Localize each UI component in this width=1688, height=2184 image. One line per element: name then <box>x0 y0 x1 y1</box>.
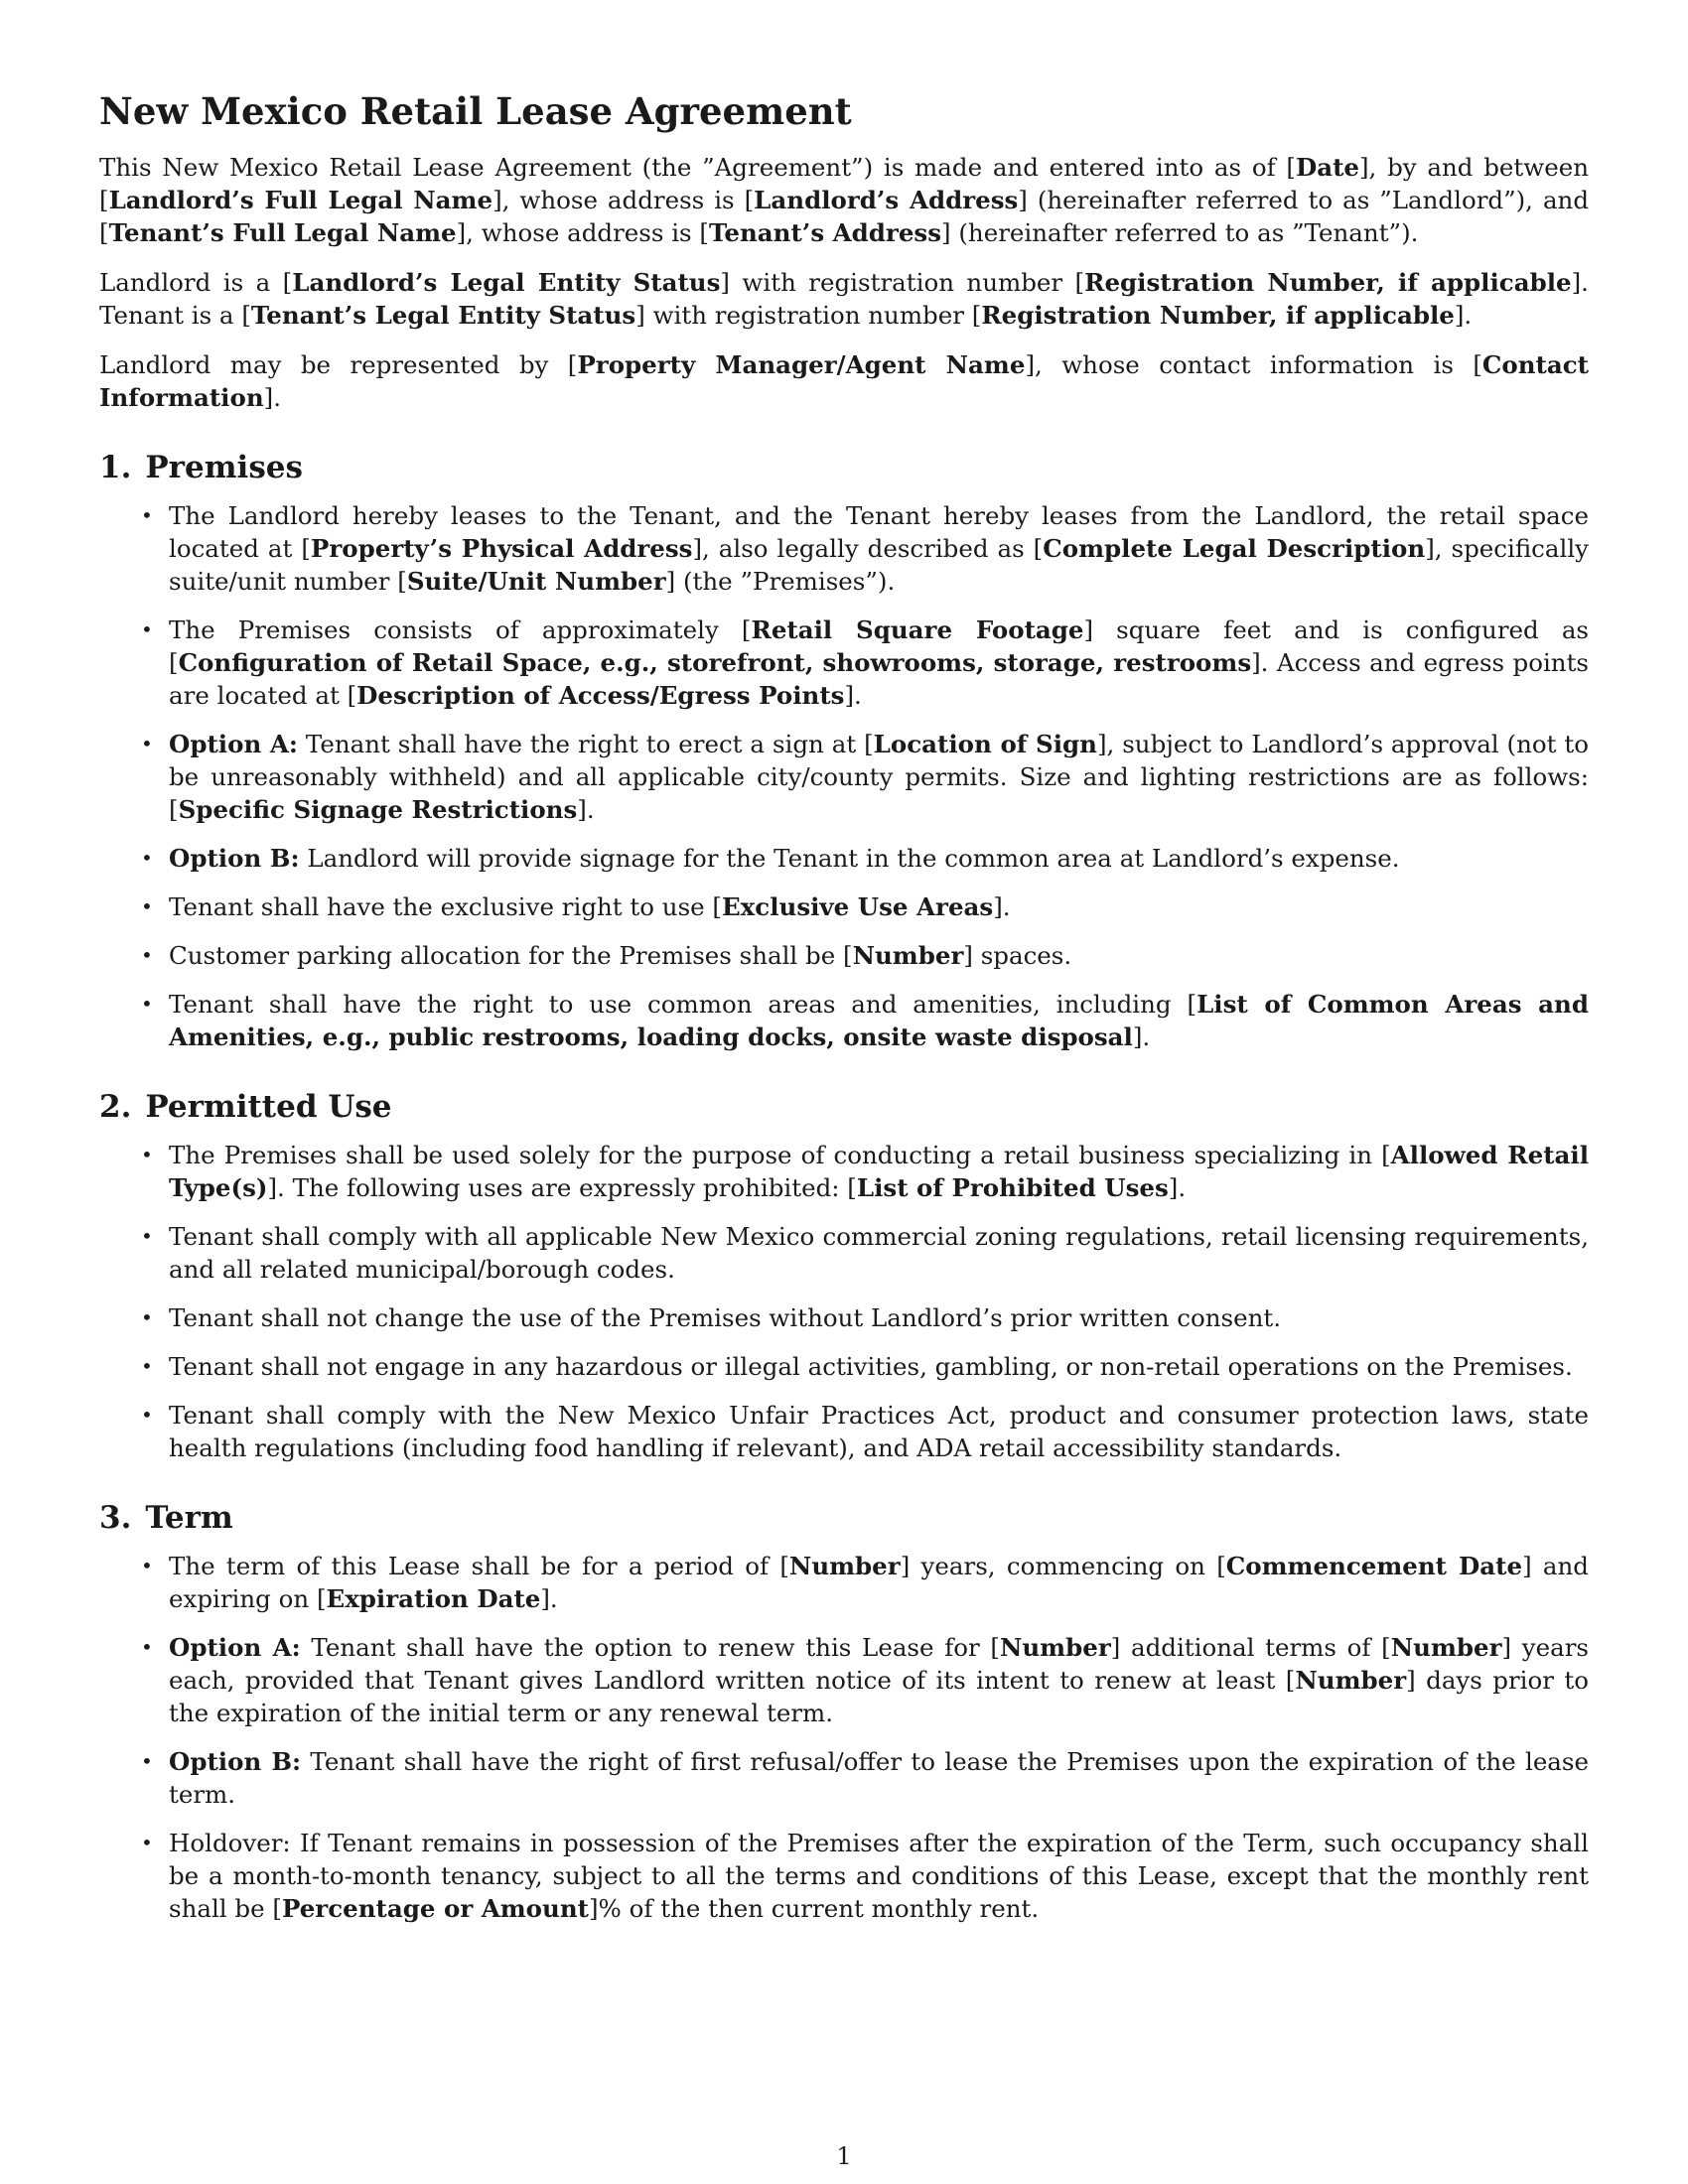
text-run: ]. Access and egress points are located at [ <box>169 648 1589 710</box>
placeholder-field: Tenant’s Legal Entity Status <box>250 301 636 330</box>
placeholder-field: Specific Signage Restrictions <box>178 795 578 824</box>
text-run: ] spaces. <box>963 941 1072 970</box>
text-run: Landlord is a [ <box>99 268 293 297</box>
text-run: [ <box>99 186 109 214</box>
bullet-icon: • <box>141 1749 153 1773</box>
bullet-icon: • <box>141 1403 153 1427</box>
text-run: ], subject to Landlord’s approval (not to be unreasonably withheld) and all applicable city/county permits. Size and lighting restrictions are as follows: [ <box>169 730 1590 824</box>
placeholder-field: Property’s Physical Address <box>310 534 693 563</box>
section-title: Premises <box>145 450 303 485</box>
text-run: ], whose contact information is [ <box>1025 350 1482 379</box>
placeholder-field: Option B: <box>169 844 300 873</box>
intro-paragraph-3 <box>99 348 1589 414</box>
bullet-icon: • <box>141 1554 153 1577</box>
text-run: ]% of the then current monthly rent. <box>588 1894 1040 1923</box>
text-run: ], by and between <box>1359 153 1589 182</box>
placeholder-field: Property Manager/Agent Name <box>577 350 1026 379</box>
text-run: Tenant shall comply with all applicable New Mexico commercial zoning regulations, retail licensing requirements, and all related municipal/borough codes. <box>169 1222 1589 1284</box>
text-run: The Premises consists of approximately [ <box>169 615 752 644</box>
text-run: ]. Tenant is a [ <box>99 268 1589 330</box>
text-run: ]. <box>1454 301 1473 330</box>
text-run: Tenant shall have the exclusive right to use [ <box>169 892 722 921</box>
placeholder-field: Landlord’s Address <box>754 186 1019 214</box>
list-item <box>99 1827 1589 1925</box>
bullet-icon: • <box>141 503 153 527</box>
bullet-icon: • <box>141 846 153 870</box>
placeholder-field: Retail Square Footage <box>751 615 1084 644</box>
text-run: ] years, commencing on [ <box>900 1552 1226 1580</box>
text-run: Tenant shall not engage in any hazardous or illegal activities, gambling, or non-retail operations on the Premises. <box>169 1352 1573 1381</box>
bullet-icon: • <box>141 894 153 918</box>
text-run: Landlord will provide signage for the Tenant in the common area at Landlord’s expense. <box>299 844 1400 873</box>
text-run: ]. <box>993 892 1011 921</box>
section-list <box>99 1550 1589 1925</box>
text-run: ] and expiring on [ <box>169 1552 1589 1613</box>
list-item <box>99 1220 1589 1286</box>
list-item <box>99 1399 1589 1464</box>
bullet-icon: • <box>141 1635 153 1659</box>
text-run: Tenant shall comply with the New Mexico Unfair Practices Act, product and consumer protection laws, state health regulations (including food handling if relevant), and ADA retail accessibility standards. <box>169 1401 1589 1462</box>
bullet-icon: • <box>141 1224 153 1248</box>
placeholder-field: Number <box>1295 1666 1407 1695</box>
list-item <box>99 890 1589 923</box>
placeholder-field: Option A: <box>169 730 298 758</box>
section-heading-3 <box>99 1498 1589 1538</box>
text-run: Tenant shall have the right to erect a sign at [ <box>297 730 874 758</box>
placeholder-field: Number <box>788 1552 901 1580</box>
bullet-icon: • <box>141 1143 153 1166</box>
placeholder-field: Registration Number, if applicable <box>1084 268 1572 297</box>
placeholder-field: Number <box>999 1633 1111 1662</box>
text-run: ], whose address is <box>456 218 700 247</box>
section-number: 2. <box>99 1089 132 1125</box>
text-run: This New Mexico Retail Lease Agreement (the ”Agreement”) is made and entered into as of <box>99 153 1287 182</box>
text-run: ]. <box>844 681 862 710</box>
section-heading-1 <box>99 448 1589 487</box>
text-run: The Premises shall be used solely for the purpose of conducting a retail business specializing in [ <box>169 1141 1391 1169</box>
section-title: Term <box>145 1500 233 1536</box>
text-run: ], specifically suite/unit number [ <box>169 534 1590 596</box>
text-run: [ <box>1286 153 1296 182</box>
text-run: ] square feet and is configured as [ <box>169 615 1589 677</box>
text-run: The Landlord hereby leases to the Tenant, and the Tenant hereby leases from the Landlord, the retail space located at [ <box>169 501 1589 563</box>
text-run: ]. <box>540 1584 558 1613</box>
list-item <box>99 1550 1589 1615</box>
placeholder-field: Description of Access/Egress Points <box>356 681 845 710</box>
placeholder-field: Exclusive Use Areas <box>722 892 994 921</box>
text-run: Holdover: If Tenant remains in possession of the Premises after the expiration of the Term, such occupancy shall be a month-to-month tenancy, subject to all the terms and conditions of this Lease, except that the monthly rent shall be [ <box>169 1829 1589 1923</box>
text-run: [ <box>744 186 755 214</box>
text-run: ] years each, provided that Tenant gives Landlord written notice of its intent to renew at least [ <box>169 1633 1589 1695</box>
intro-paragraph-2 <box>99 266 1589 332</box>
page-number: 1 <box>836 2142 852 2170</box>
section-heading-2 <box>99 1087 1589 1127</box>
list-item <box>99 728 1589 826</box>
intro <box>99 151 1589 414</box>
placeholder-field: Number <box>852 941 964 970</box>
text-run: [ <box>99 218 109 247</box>
placeholder-field: Percentage or Amount <box>281 1894 589 1923</box>
text-run: ], also legally described as [ <box>692 534 1044 563</box>
list-item <box>99 842 1589 875</box>
placeholder-field: Landlord’s Full Legal Name <box>108 186 493 214</box>
list-item <box>99 1745 1589 1811</box>
section-number: 1. <box>99 450 132 485</box>
text-run: ] (the ”Premises”). <box>665 567 896 596</box>
placeholder-field: Configuration of Retail Space, e.g., storefront, showrooms, storage, restrooms <box>178 648 1252 677</box>
text-run: ]. <box>1168 1173 1187 1202</box>
bullet-icon: • <box>141 1305 153 1329</box>
placeholder-field: Expiration Date <box>326 1584 541 1613</box>
text-run: ] (hereinafter referred to as ”Tenant”). <box>941 218 1419 247</box>
section-title: Permitted Use <box>145 1089 392 1125</box>
text-run: ]. The following uses are expressly prohibited: [ <box>267 1173 857 1202</box>
text-run: Tenant shall have the right of first refusal/offer to lease the Premises upon the expiration of the lease term. <box>169 1747 1589 1809</box>
document-page <box>99 87 1589 1941</box>
text-run: ] with registration number [ <box>635 301 982 330</box>
list-item <box>99 1631 1589 1729</box>
text-run: [ <box>699 218 709 247</box>
text-run: ]. <box>263 383 281 412</box>
sections <box>99 448 1589 1925</box>
placeholder-field: Tenant’s Address <box>708 218 942 247</box>
text-run: ], whose address is <box>492 186 745 214</box>
document-title: New Mexico Retail Lease Agreement <box>99 89 852 133</box>
bullet-icon: • <box>141 1354 153 1378</box>
bullet-icon: • <box>141 617 153 641</box>
placeholder-field: Allowed Retail Type(s) <box>169 1141 1590 1202</box>
placeholder-field: Contact Information <box>99 350 1589 412</box>
list-item <box>99 499 1589 598</box>
list-item <box>99 1139 1589 1204</box>
list-item <box>99 988 1589 1053</box>
intro-paragraph-1 <box>99 151 1589 249</box>
placeholder-field: Registration Number, if applicable <box>981 301 1455 330</box>
list-item <box>99 1350 1589 1383</box>
text-run: The term of this Lease shall be for a period of [ <box>169 1552 789 1580</box>
placeholder-field: Location of Sign <box>873 730 1097 758</box>
text-run: ] (hereinafter referred to as ”Landlord”), and <box>1018 186 1590 214</box>
placeholder-field: Landlord’s Legal Entity Status <box>292 268 721 297</box>
text-run: Tenant shall have the option to renew this Lease for [ <box>300 1633 1000 1662</box>
placeholder-field: Option A: <box>169 1633 301 1662</box>
list-item <box>99 1301 1589 1334</box>
bullet-icon: • <box>141 992 153 1016</box>
text-run: ]. <box>577 795 595 824</box>
placeholder-field: List of Prohibited Uses <box>856 1173 1169 1202</box>
bullet-icon: • <box>141 732 153 755</box>
placeholder-field: Tenant’s Full Legal Name <box>108 218 457 247</box>
placeholder-field: Complete Legal Description <box>1043 534 1426 563</box>
bullet-icon: • <box>141 1831 153 1854</box>
text-run: Tenant shall not change the use of the Premises without Landlord’s prior written consent. <box>169 1303 1281 1332</box>
placeholder-field: Suite/Unit Number <box>406 567 666 596</box>
text-run: ] with registration number [ <box>720 268 1085 297</box>
bullet-icon: • <box>141 943 153 967</box>
text-run: Tenant shall have the right to use common areas and amenities, including [ <box>169 990 1197 1019</box>
placeholder-field: List of Common Areas and Amenities, e.g., public restrooms, loading docks, onsite waste disposal <box>169 990 1589 1051</box>
text-run: ] additional terms of [ <box>1110 1633 1391 1662</box>
text-run: Landlord may be represented by [ <box>99 350 578 379</box>
placeholder-field: Number <box>1390 1633 1502 1662</box>
placeholder-field: Option B: <box>169 1747 302 1776</box>
list-item <box>99 614 1589 712</box>
section-number: 3. <box>99 1500 132 1536</box>
placeholder-field: Commencement Date <box>1225 1552 1523 1580</box>
text-run: ]. <box>1132 1023 1151 1051</box>
section-list <box>99 499 1589 1053</box>
text-run: Customer parking allocation for the Premises shall be [ <box>169 941 853 970</box>
placeholder-field: Date <box>1295 153 1359 182</box>
section-list <box>99 1139 1589 1464</box>
list-item <box>99 939 1589 972</box>
text-run: ] days prior to the expiration of the initial term or any renewal term. <box>169 1666 1589 1727</box>
